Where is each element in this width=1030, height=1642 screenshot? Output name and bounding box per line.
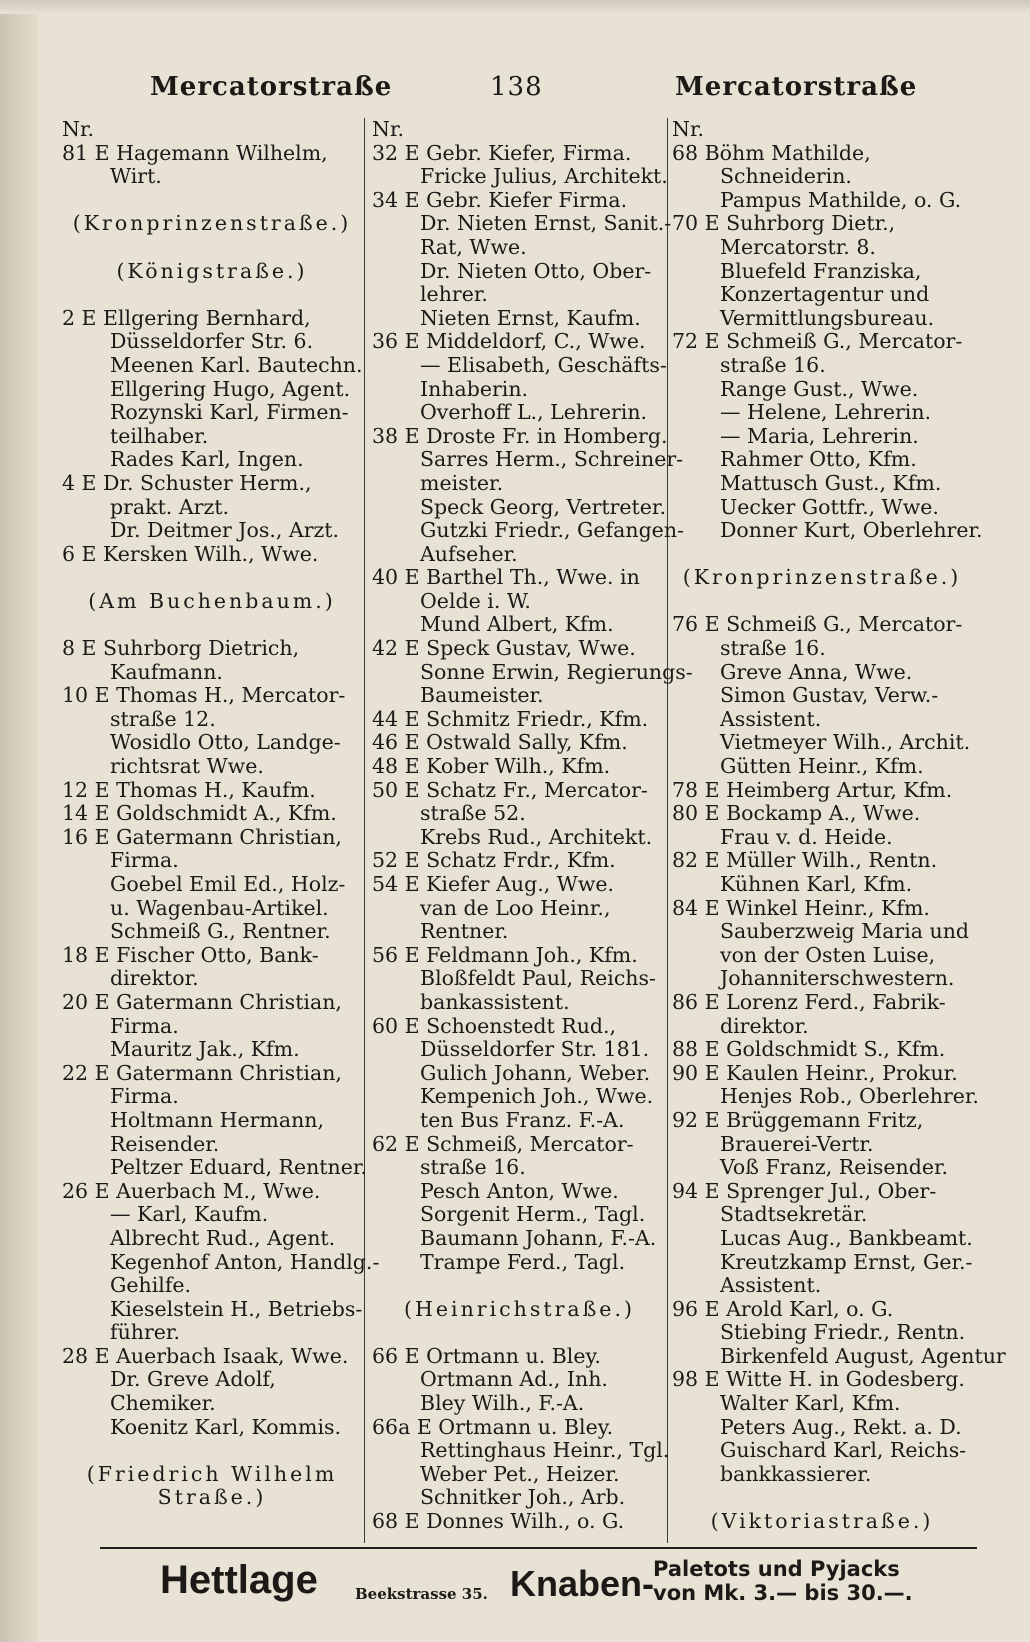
directory-entry: Johanniterschwestern.: [720, 966, 955, 991]
advertisement: [100, 1555, 980, 1625]
ad-offer-line1: Paletots und Pyjacks: [653, 1557, 900, 1581]
directory-entry: Sarres Herm., Schreiner-: [420, 447, 684, 472]
directory-entry: Konzertagentur und: [720, 282, 930, 307]
advertisement-rule: [100, 1547, 977, 1549]
directory-entry: Schmeiß G., Rentner.: [110, 919, 331, 944]
ad-brand: Hettlage: [160, 1558, 318, 1602]
directory-entry: Vietmeyer Wilh., Archit.: [720, 730, 971, 755]
directory-entry: Speck Georg, Vertreter.: [420, 494, 666, 519]
spacer: [62, 189, 362, 213]
directory-entry: prakt. Arzt.: [110, 494, 229, 519]
directory-entry: Düsseldorfer Str. 181.: [420, 1037, 650, 1062]
directory-entry: 20 E Gatermann Christian,: [62, 989, 342, 1014]
directory-entry: Kegenhof Anton, Handlg.-: [110, 1249, 380, 1274]
directory-entry: Bloßfeldt Paul, Reichs-: [420, 966, 656, 991]
directory-entry: 81 E Hagemann Wilhelm,: [62, 140, 328, 165]
spacer: [62, 566, 362, 590]
street-heading: (Heinrichstraße.): [404, 1296, 635, 1321]
directory-entry: Nieten Ernst, Kaufm.: [420, 305, 641, 330]
column-3: [672, 117, 1006, 1534]
directory-entry: 80 E Bockamp A., Wwe.: [672, 801, 921, 826]
directory-entry: Schneiderin.: [720, 164, 852, 189]
directory-entry: Gulich Johann, Weber.: [420, 1060, 651, 1085]
directory-entry: Dr. Nieten Ernst, Sanit.-: [420, 211, 672, 236]
directory-entry: Mund Albert, Kfm.: [420, 612, 614, 637]
directory-entry: Goebel Emil Ed., Holz-: [110, 872, 346, 896]
directory-entry: Overhoff L., Lehrerin.: [420, 400, 648, 425]
directory-entry: 40 E Barthel Th., Wwe. in: [372, 565, 640, 590]
directory-entry: ten Bus Franz. F.-A.: [420, 1107, 625, 1132]
directory-entry: Meenen Karl. Bautechn.: [110, 352, 363, 377]
directory-entry: Frau v. d. Heide.: [720, 824, 893, 849]
directory-entry: 82 E Müller Wilh., Rentn.: [672, 848, 938, 873]
directory-entry: Mattusch Gust., Kfm.: [720, 470, 942, 495]
directory-entry: bankassistent.: [420, 989, 570, 1014]
directory-entry: Uecker Gottfr., Wwe.: [720, 494, 939, 519]
directory-entry: 88 E Goldschmidt S., Kfm.: [672, 1037, 946, 1062]
directory-entry: Kühnen Karl, Kfm.: [720, 872, 913, 896]
directory-entry: Rentner.: [420, 919, 509, 944]
spacer: [372, 1274, 667, 1298]
directory-entry: Ortmann Ad., Inh.: [420, 1367, 608, 1392]
directory-entry: 34 E Gebr. Kiefer Firma.: [372, 187, 628, 212]
directory-entry: Baumeister.: [420, 683, 544, 708]
directory-entry: Trampe Ferd., Tagl.: [420, 1249, 626, 1274]
directory-entry: Fricke Julius, Architekt.: [420, 164, 668, 189]
directory-entry: Peltzer Eduard, Rentner.: [110, 1155, 367, 1180]
directory-entry: Peters Aug., Rekt. a. D.: [720, 1414, 962, 1439]
ad-offer: [653, 1557, 913, 1605]
directory-entry: 78 E Heimberg Artur, Kfm.: [672, 777, 953, 802]
directory-entry: Firma.: [110, 848, 179, 873]
directory-entry: Lucas Aug., Bankbeamt.: [720, 1225, 973, 1250]
directory-entry: u. Wagenbau-Artikel.: [110, 895, 329, 920]
directory-entry: 42 E Speck Gustav, Wwe.: [372, 636, 636, 661]
directory-entry: Gutzki Friedr., Gefangen-: [420, 518, 684, 543]
directory-entry: 36 E Middeldorf, C., Wwe.: [372, 329, 646, 354]
directory-entry: Koenitz Karl, Kommis.: [110, 1414, 342, 1439]
spacer: [672, 590, 972, 614]
directory-entry: 92 E Brüggemann Fritz,: [672, 1107, 924, 1132]
page-shadow-left: [0, 0, 38, 1642]
spacer: [62, 613, 362, 637]
directory-entry: bankkassierer.: [720, 1461, 872, 1486]
spacer: [672, 543, 972, 567]
directory-entry: Sorgenit Herm., Tagl.: [420, 1202, 646, 1227]
directory-entry: 26 E Auerbach M., Wwe.: [62, 1178, 321, 1203]
directory-entry: Wosidlo Otto, Landge-: [110, 730, 341, 755]
street-heading: (Kronprinzenstraße.): [72, 211, 352, 236]
directory-entry: — Elisabeth, Geschäfts-: [420, 352, 667, 377]
directory-entry: 6 E Kersken Wilh., Wwe.: [62, 541, 319, 566]
directory-entry: 68 Böhm Mathilde,: [672, 140, 871, 165]
directory-entry: Rahmer Otto, Kfm.: [720, 447, 917, 472]
directory-entry: 84 E Winkel Heinr., Kfm.: [672, 895, 930, 920]
directory-entry: richtsrat Wwe.: [110, 754, 264, 779]
directory-entry: 12 E Thomas H., Kaufm.: [62, 777, 316, 802]
street-heading: (Friedrich Wilhelm: [86, 1461, 338, 1486]
directory-entry: 38 E Droste Fr. in Homberg.: [372, 423, 668, 448]
directory-entry: 76 E Schmeiß G., Mercator-: [672, 612, 963, 637]
directory-entry: Holtmann Hermann,: [110, 1107, 324, 1132]
page-number: 138: [490, 72, 543, 102]
directory-entry: 54 E Kiefer Aug., Wwe.: [372, 872, 615, 896]
directory-entry: 96 E Arold Karl, o. G.: [672, 1296, 894, 1321]
directory-entry: Ellgering Hugo, Agent.: [110, 376, 351, 401]
directory-entry: Pampus Mathilde, o. G.: [720, 187, 962, 212]
directory-entry: Bluefeld Franziska,: [720, 258, 922, 283]
directory-entry: Nr.: [672, 117, 705, 141]
directory-entry: — Karl, Kaufm.: [110, 1202, 269, 1227]
running-head-right: Mercatorstraße: [675, 72, 918, 102]
directory-entry: teilhaber.: [110, 423, 209, 448]
spacer: [672, 1486, 972, 1510]
street-heading: Straße.): [157, 1485, 267, 1510]
directory-entry: Sauberzweig Maria und: [720, 919, 970, 944]
page-shadow-top: [0, 0, 1030, 14]
directory-entry: Kaufmann.: [110, 659, 223, 684]
directory-entry: Brauerei-Vertr.: [720, 1131, 874, 1156]
street-heading: (Kronprinzenstraße.): [682, 565, 962, 590]
directory-entry: 2 E Ellgering Bernhard,: [62, 305, 311, 330]
directory-entry: 66a E Ortmann u. Bley.: [372, 1414, 614, 1439]
directory-entry: 28 E Auerbach Isaak, Wwe.: [62, 1343, 349, 1368]
directory-entry: Pesch Anton, Wwe.: [420, 1178, 619, 1203]
directory-entry: 90 E Kaulen Heinr., Prokur.: [672, 1060, 958, 1085]
directory-entry: direktor.: [720, 1013, 809, 1038]
directory-entry: Voß Franz, Reisender.: [720, 1155, 949, 1180]
directory-entry: 68 E Donnes Wilh., o. G.: [372, 1509, 625, 1534]
directory-entry: Simon Gustav, Verw.-: [720, 683, 939, 708]
directory-entry: 8 E Suhrborg Dietrich,: [62, 636, 300, 661]
directory-entry: Guischard Karl, Reichs-: [720, 1438, 967, 1463]
directory-entry: Kempenich Joh., Wwe.: [420, 1084, 654, 1109]
spacer: [372, 1321, 667, 1345]
street-heading: (Viktoriastraße.): [710, 1509, 934, 1534]
ad-offer-line2: von Mk. 3.— bis 30.—.: [653, 1581, 913, 1605]
spacer: [62, 283, 362, 307]
ad-knaben: Knaben-: [510, 1563, 654, 1604]
directory-entry: 22 E Gatermann Christian,: [62, 1060, 342, 1085]
directory-entry: Stadtsekretär.: [720, 1202, 868, 1227]
directory-entry: 70 E Suhrborg Dietr.,: [672, 211, 896, 236]
directory-entry: Aufseher.: [420, 541, 518, 566]
directory-entry: Dr. Greve Adolf,: [110, 1367, 276, 1392]
directory-entry: Nr.: [372, 117, 405, 141]
directory-entry: 56 E Feldmann Joh., Kfm.: [372, 942, 638, 967]
directory-entry: straße 16.: [420, 1155, 526, 1180]
spacer: [62, 1439, 362, 1463]
directory-entry: Oelde i. W.: [420, 588, 531, 613]
directory-entry: Mercatorstr. 8.: [720, 234, 876, 259]
directory-entry: straße 16.: [720, 352, 826, 377]
directory-entry: führer.: [110, 1320, 180, 1345]
directory-entry: 4 E Dr. Schuster Herm.,: [62, 470, 312, 495]
directory-entry: Assistent.: [720, 1273, 822, 1298]
directory-entry: direktor.: [110, 966, 199, 991]
directory-entry: lehrer.: [420, 282, 488, 307]
directory-entry: 62 E Schmeiß, Mercator-: [372, 1131, 634, 1156]
directory-entry: Dr. Deitmer Jos., Arzt.: [110, 518, 340, 543]
directory-entry: Assistent.: [720, 706, 822, 731]
directory-entry: straße 16.: [720, 636, 826, 661]
directory-entry: meister.: [420, 470, 504, 495]
directory-entry: Donner Kurt, Oberlehrer.: [720, 518, 983, 543]
directory-entry: 10 E Thomas H., Mercator-: [62, 683, 346, 708]
directory-entry: Kreutzkamp Ernst, Ger.-: [720, 1249, 973, 1274]
directory-entry: Mauritz Jak., Kfm.: [110, 1037, 300, 1062]
directory-entry: Rettinghaus Heinr., Tgl.: [420, 1438, 670, 1463]
directory-entry: Gehilfe.: [110, 1273, 192, 1298]
directory-entry: 18 E Fischer Otto, Bank-: [62, 942, 319, 967]
directory-entry: Rozynski Karl, Firmen-: [110, 400, 349, 425]
directory-entry: Greve Anna, Wwe.: [720, 659, 913, 684]
directory-entry: 66 E Ortmann u. Bley.: [372, 1343, 601, 1368]
directory-entry: Reisender.: [110, 1131, 220, 1156]
column-divider: [364, 118, 365, 1543]
directory-entry: Bley Wilh., F.-A.: [420, 1391, 585, 1416]
directory-entry: Weber Pet., Heizer.: [420, 1461, 620, 1486]
directory-entry: — Helene, Lehrerin.: [720, 400, 932, 425]
directory-entry: Kieselstein H., Betriebs-: [110, 1296, 363, 1321]
directory-entry: Rades Karl, Ingen.: [110, 447, 304, 472]
directory-entry: von der Osten Luise,: [720, 942, 936, 967]
directory-entry: Vermittlungsbureau.: [720, 305, 935, 330]
directory-entry: Krebs Rud., Architekt.: [420, 824, 653, 849]
directory-entry: van de Loo Heinr.,: [420, 895, 611, 920]
directory-entry: Rat, Wwe.: [420, 234, 527, 259]
directory-entry: 60 E Schoenstedt Rud.,: [372, 1013, 617, 1038]
directory-entry: Sonne Erwin, Regierungs-: [420, 659, 693, 684]
directory-entry: 98 E Witte H. in Godesberg.: [672, 1367, 965, 1392]
ad-address: Beekstrasse 35.: [355, 1585, 488, 1603]
directory-entry: Albrecht Rud., Agent.: [110, 1225, 336, 1250]
street-heading: (Königstraße.): [116, 258, 308, 283]
directory-entry: Dr. Nieten Otto, Ober-: [420, 258, 652, 283]
directory-entry: straße 52.: [420, 801, 526, 826]
directory-entry: straße 12.: [110, 706, 216, 731]
column-1: [62, 117, 380, 1510]
directory-entry: Range Gust., Wwe.: [720, 376, 919, 401]
directory-entry: 50 E Schatz Fr., Mercator-: [372, 777, 648, 802]
directory-entry: Baumann Johann, F.-A.: [420, 1225, 657, 1250]
directory-entry: 52 E Schatz Frdr., Kfm.: [372, 848, 616, 873]
directory-entry: 16 E Gatermann Christian,: [62, 824, 342, 849]
directory-entry: Nr.: [62, 117, 95, 141]
directory-entry: Henjes Rob., Oberlehrer.: [720, 1084, 979, 1109]
column-2: [372, 117, 693, 1534]
directory-entry: — Maria, Lehrerin.: [720, 423, 919, 448]
directory-entry: Walter Karl, Kfm.: [720, 1391, 901, 1416]
directory-entry: 46 E Ostwald Sally, Kfm.: [372, 730, 628, 755]
directory-entry: Chemiker.: [110, 1391, 216, 1416]
running-head-left: Mercatorstraße: [150, 72, 393, 102]
directory-entry: 72 E Schmeiß G., Mercator-: [672, 329, 963, 354]
directory-entry: 44 E Schmitz Friedr., Kfm.: [372, 706, 649, 731]
directory-entry: Düsseldorfer Str. 6.: [110, 329, 314, 354]
directory-entry: 14 E Goldschmidt A., Kfm.: [62, 801, 337, 826]
directory-entry: 32 E Gebr. Kiefer, Firma.: [372, 140, 632, 165]
column-divider: [667, 118, 668, 1543]
spacer: [62, 236, 362, 260]
directory-entry: Gütten Heinr., Kfm.: [720, 754, 924, 779]
directory-entry: 94 E Sprenger Jul., Ober-: [672, 1178, 937, 1203]
directory-entry: 48 E Kober Wilh., Kfm.: [372, 754, 611, 779]
directory-entry: Wirt.: [110, 164, 162, 189]
directory-entry: Firma.: [110, 1084, 179, 1109]
directory-entry: 86 E Lorenz Ferd., Fabrik-: [672, 989, 946, 1014]
directory-entry: Birkenfeld August, Agentur: [720, 1343, 1006, 1368]
directory-entry: Firma.: [110, 1013, 179, 1038]
street-heading: (Am Buchenbaum.): [88, 588, 336, 613]
directory-entry: Schnitker Joh., Arb.: [420, 1485, 626, 1510]
directory-entry: Stiebing Friedr., Rentn.: [720, 1320, 966, 1345]
directory-entry: Inhaberin.: [420, 376, 529, 401]
